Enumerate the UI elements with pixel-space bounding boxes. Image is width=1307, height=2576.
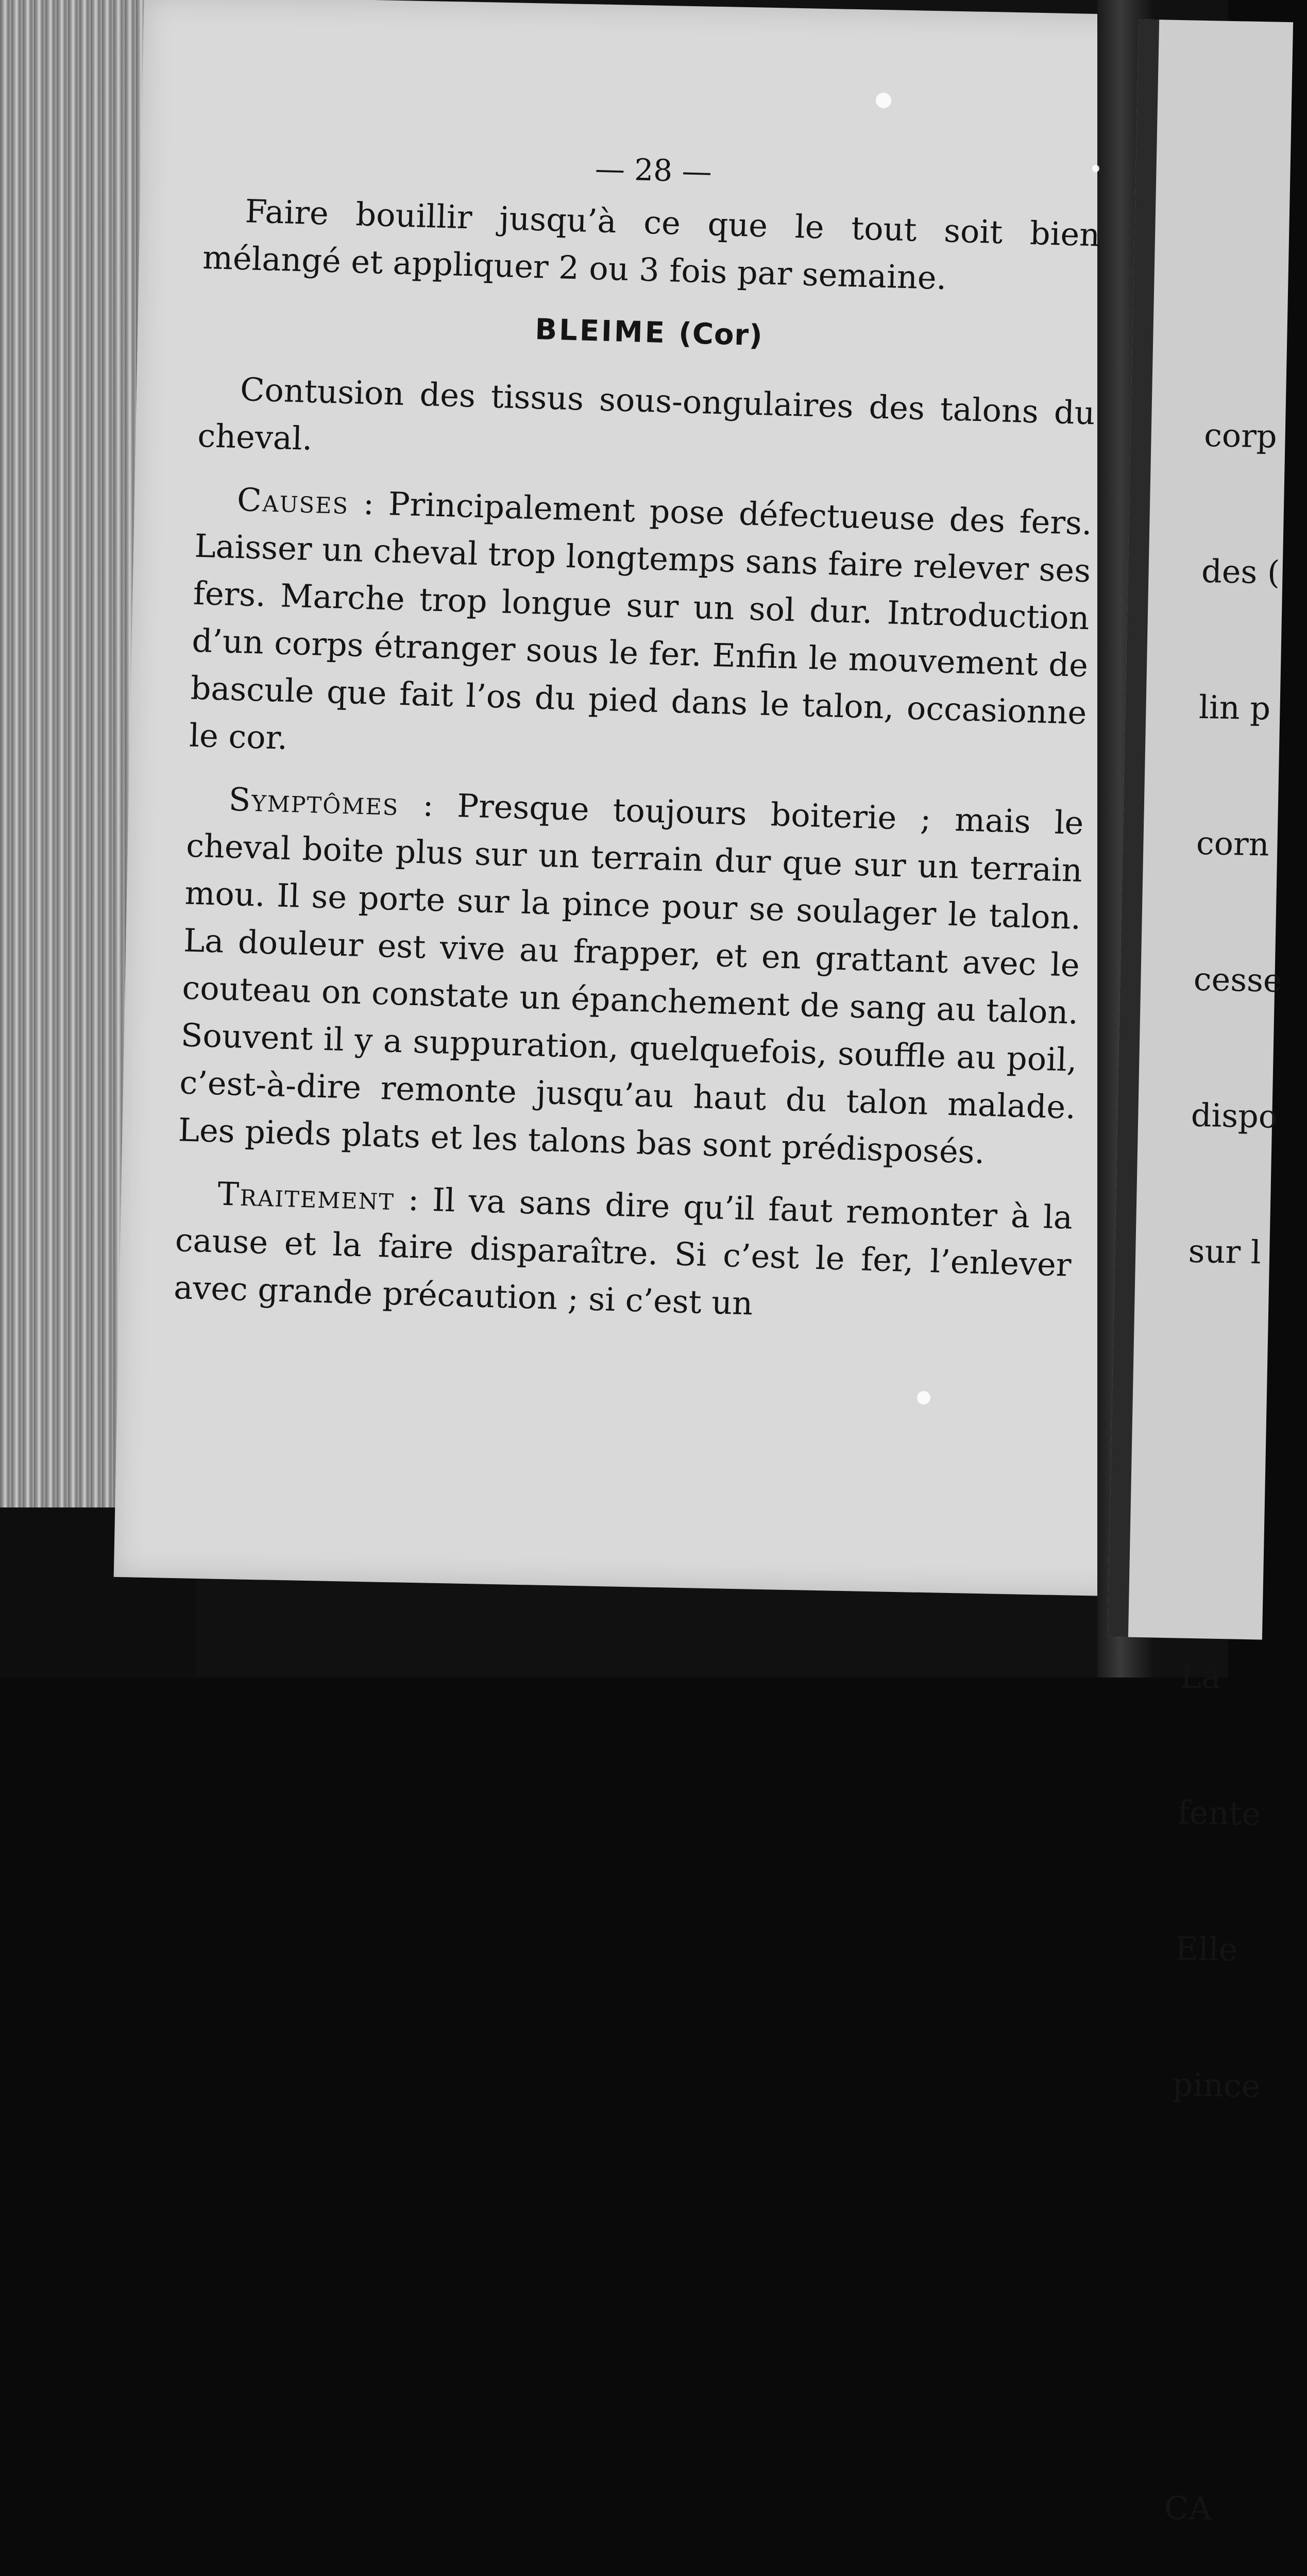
right-line: La — [1180, 1657, 1221, 1696]
right-line: corp — [1203, 416, 1278, 455]
section-heading — [200, 297, 1098, 369]
symptomes-paragraph — [178, 775, 1084, 1179]
right-line: Elle — [1175, 1929, 1238, 1969]
page-number: — 28 — — [595, 151, 712, 190]
right-line: CA — [1164, 2489, 1212, 2528]
causes-text: : Principalement pose défectueuse des fers. Laisser un cheval trop longtemps sans faire relever ses fers. Marche trop longue sur un sol dur. Introduction d’un corps étranger sous le fer. Enfin le mouvement de bascule que fait l’os du pied dans le talon, occasionne le cor. — [189, 484, 1093, 757]
symptomes-label: Symptômes — [228, 780, 400, 823]
right-line: lin p — [1198, 688, 1271, 727]
right-line: fente — [1177, 1793, 1261, 1833]
dust-speck — [876, 93, 891, 108]
traitement-text: : Il va sans dire qu’il faut remonter à la cause et la faire disparaître. Si c’est le fer, l’enlever avec grande précaution ; si c’est un — [173, 1180, 1073, 1323]
right-block-1 — [1186, 322, 1305, 1366]
definition-paragraph: Contusion des tissus sous-ongulaires des talons du cheval. — [197, 370, 1096, 457]
right-line: des ( — [1201, 552, 1280, 591]
right-block-3 — [1151, 2395, 1265, 2576]
right-line: cesse — [1193, 960, 1283, 999]
right-block-2 — [1170, 1563, 1282, 2199]
dust-speck — [917, 1391, 930, 1404]
traitement-label: Traitement — [217, 1175, 396, 1218]
intro-paragraph: Faire bouillir jusqu’à ce que le tout soit bien mélangé et appliquer 2 ou 3 fois par semaine. — [202, 192, 1101, 297]
left-page-text — [173, 134, 1102, 1352]
right-line: corn — [1196, 824, 1270, 863]
right-line: dispo — [1191, 1096, 1278, 1136]
heading-main: BLEIME — [534, 312, 667, 350]
causes-paragraph — [189, 475, 1093, 784]
causes-label: Causes — [236, 480, 350, 522]
right-line: pince — [1172, 2065, 1261, 2105]
traitement-paragraph — [173, 1169, 1073, 1336]
heading-sub: (Cor) — [678, 316, 763, 353]
symptomes-text: : Presque toujours boiterie ; mais le cheval boite plus sur un terrain dur que sur un terrain mou. Il se porte sur la pince pour se soulager le talon. La douleur est vive au frapper, et en grattant avec le couteau on constate un épanchement de sang au talon. Souvent il y a suppuration, quelquefois, souffle au poil, c’est-à-dire remonte jusqu’au haut du talon malade. Les pieds plats et les talons bas sont prédisposés. — [177, 785, 1084, 1171]
dust-speck — [1092, 165, 1099, 172]
right-line: sur l — [1188, 1232, 1262, 1272]
